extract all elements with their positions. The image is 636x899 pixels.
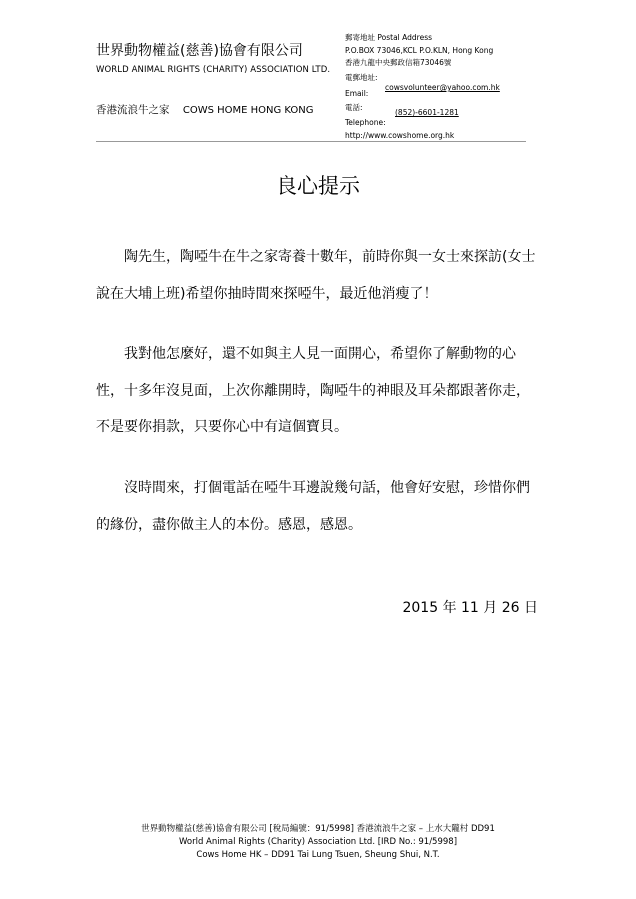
- letter-date: 2015 年 11 月 26 日: [402, 600, 538, 616]
- cows-home-chinese: 香港流浪牛之家: [96, 104, 170, 116]
- paragraph-2: 我對他怎麼好，還不如與主人見一面開心，希望你了解動物的心性，十多年沒見面，上次你離開時，陶啞牛的神眼及耳朵都跟著你走，不是要你捐款，只要你心中有這個寶貝。: [96, 346, 530, 435]
- postal-address-line1: P.O.BOX 73046,KCL P.O.KLN, Hong Kong: [345, 46, 494, 55]
- org-name-english: WORLD ANIMAL RIGHTS (CHARITY) ASSOCIATION LTD.: [96, 65, 331, 75]
- email-address[interactable]: cowsvolunteer@yahoo.com.hk: [385, 83, 500, 92]
- email-label: Email:: [345, 89, 369, 98]
- telephone-label-chinese: 電話:: [345, 103, 363, 112]
- email-label-chinese: 電郵地址:: [345, 73, 378, 82]
- paragraph-1: 陶先生，陶啞牛在牛之家寄養十數年，前時你與一女士來探訪(女士說在大埔上班)希望你抽時間來探啞牛，最近他消瘦了！: [96, 249, 536, 302]
- org-name-chinese: 世界動物權益(慈善)協會有限公司: [96, 43, 303, 59]
- postal-address-label: 郵寄地址 Postal Address: [345, 33, 433, 42]
- website-link[interactable]: http://www.cowshome.org.hk: [345, 131, 455, 140]
- cows-home-english: COWS HOME HONG KONG: [182, 105, 314, 116]
- cows-home-name: [96, 102, 314, 117]
- paragraph-3: 沒時間來，打個電話在啞牛耳邊說幾句話，他會好安慰，珍惜你們的緣份，盡你做主人的本份。感恩，感恩。: [96, 480, 530, 533]
- letter-title: 良心提示: [276, 174, 360, 198]
- footer-line-2: World Animal Rights (Charity) Association Ltd. [IRD No.: 91/5998]: [178, 837, 458, 847]
- letterhead-divider: [96, 141, 526, 142]
- telephone-number[interactable]: (852)-6601-1281: [395, 108, 459, 117]
- postal-address-line2: 香港九龍中央郵政信箱73046號: [345, 58, 452, 67]
- telephone-label: Telephone:: [345, 118, 386, 127]
- footer-line-1: 世界動物權益(慈善)協會有限公司 [稅局編號：91/5998] 香港流浪牛之家 – 上水大隴村 DD91: [141, 824, 495, 834]
- footer-line-3: Cows Home HK – DD91 Tai Lung Tsuen, Sheung Shui, N.T.: [196, 850, 440, 860]
